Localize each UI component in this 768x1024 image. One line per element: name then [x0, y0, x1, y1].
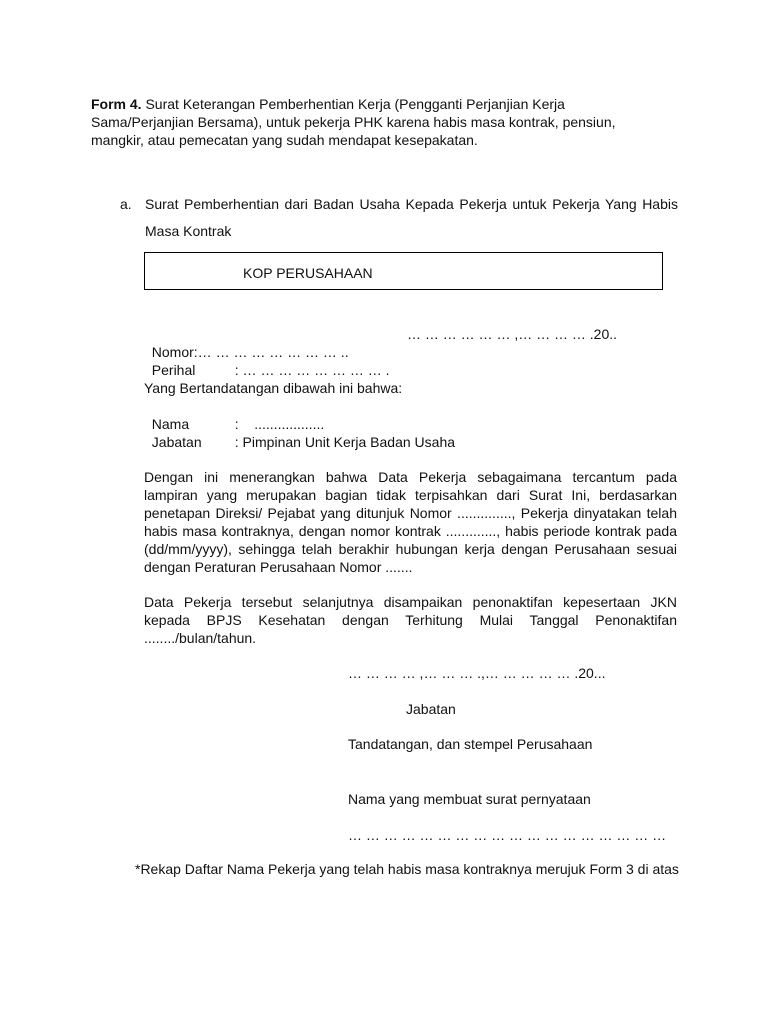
kop-perusahaan-label: KOP PERUSAHAAN [243, 265, 373, 281]
body-paragraph-1: Dengan ini menerangkan bahwa Data Pekerja sebagaimana tercantum pada lampiran yang merupakan bagian tidak terpisahkan dari Surat Ini, berdasarkan penetapan Direksi/ Pejabat yang ditunjuk Nomor .............., Pekerja dinyatakan telah habis masa kontraknya, dengan nomor kontrak ............., habis periode kontrak pada (dd/mm/yyyy), sehingga telah berakhir hubungan kerja dengan Perusahaan sesuai dengan Peraturan Perusahaan Nomor ....... [144, 469, 677, 575]
nomor-label: Nomor [151, 344, 194, 360]
nomor-value: :… … … … … … … … .. [193, 344, 349, 360]
section-a-title: Surat Pemberhentian dari Badan Usaha Kepada Pekerja untuk Pekerja Yang Habis Masa Kontrak [145, 196, 678, 239]
kop-perusahaan-box [144, 252, 663, 290]
nama-value: : .................. [234, 416, 325, 432]
signature-stamp-label: Tandatangan, dan stempel Perusahaan [348, 736, 593, 752]
jabatan-row [144, 415, 455, 451]
section-a [120, 191, 678, 245]
body-paragraph-2: Data Pekerja tersebut selanjutnya disampaikan penonaktifan kepesertaan JKN kepada BPJS Kesehatan dengan Terhitung Mulai Tanggal Penonaktifan ......../bulan/tahun. [144, 594, 677, 646]
section-a-marker: a. [120, 196, 132, 212]
signature-dots: … … … … … … … … … … … … … … … … … … [348, 827, 667, 843]
perihal-row [144, 343, 390, 379]
signature-date: … … … … ,… … … .,… … … … … .20... [348, 665, 606, 681]
form-description: Surat Keterangan Pemberhentian Kerja (Pengganti Perjanjian Kerja Sama/Perjanjian Bersama), untuk pekerja PHK karena habis masa kontrak, pensiun, mangkir, atau pemecatan yang sudah mendapat kesepakatan. [91, 96, 616, 148]
footnote: *Rekap Daftar Nama Pekerja yang telah habis masa kontraknya merujuk Form 3 di atas [135, 861, 679, 877]
perihal-value: : … … … … … … … … . [234, 362, 390, 378]
perihal-label: Perihal [151, 362, 196, 378]
form-intro [91, 95, 671, 149]
signature-jabatan: Jabatan [406, 701, 456, 717]
nama-label: Nama [151, 416, 190, 432]
signature-name-label: Nama yang membuat surat pernyataan [348, 791, 591, 807]
form-label: Form 4. [91, 96, 142, 112]
signer-intro: Yang Bertandatangan dibawah ini bahwa: [144, 380, 403, 396]
date-field: … … … … … … ,… … … … .20.. [407, 326, 618, 342]
jabatan-label: Jabatan [151, 434, 202, 450]
jabatan-value: : Pimpinan Unit Kerja Badan Usaha [234, 434, 456, 450]
